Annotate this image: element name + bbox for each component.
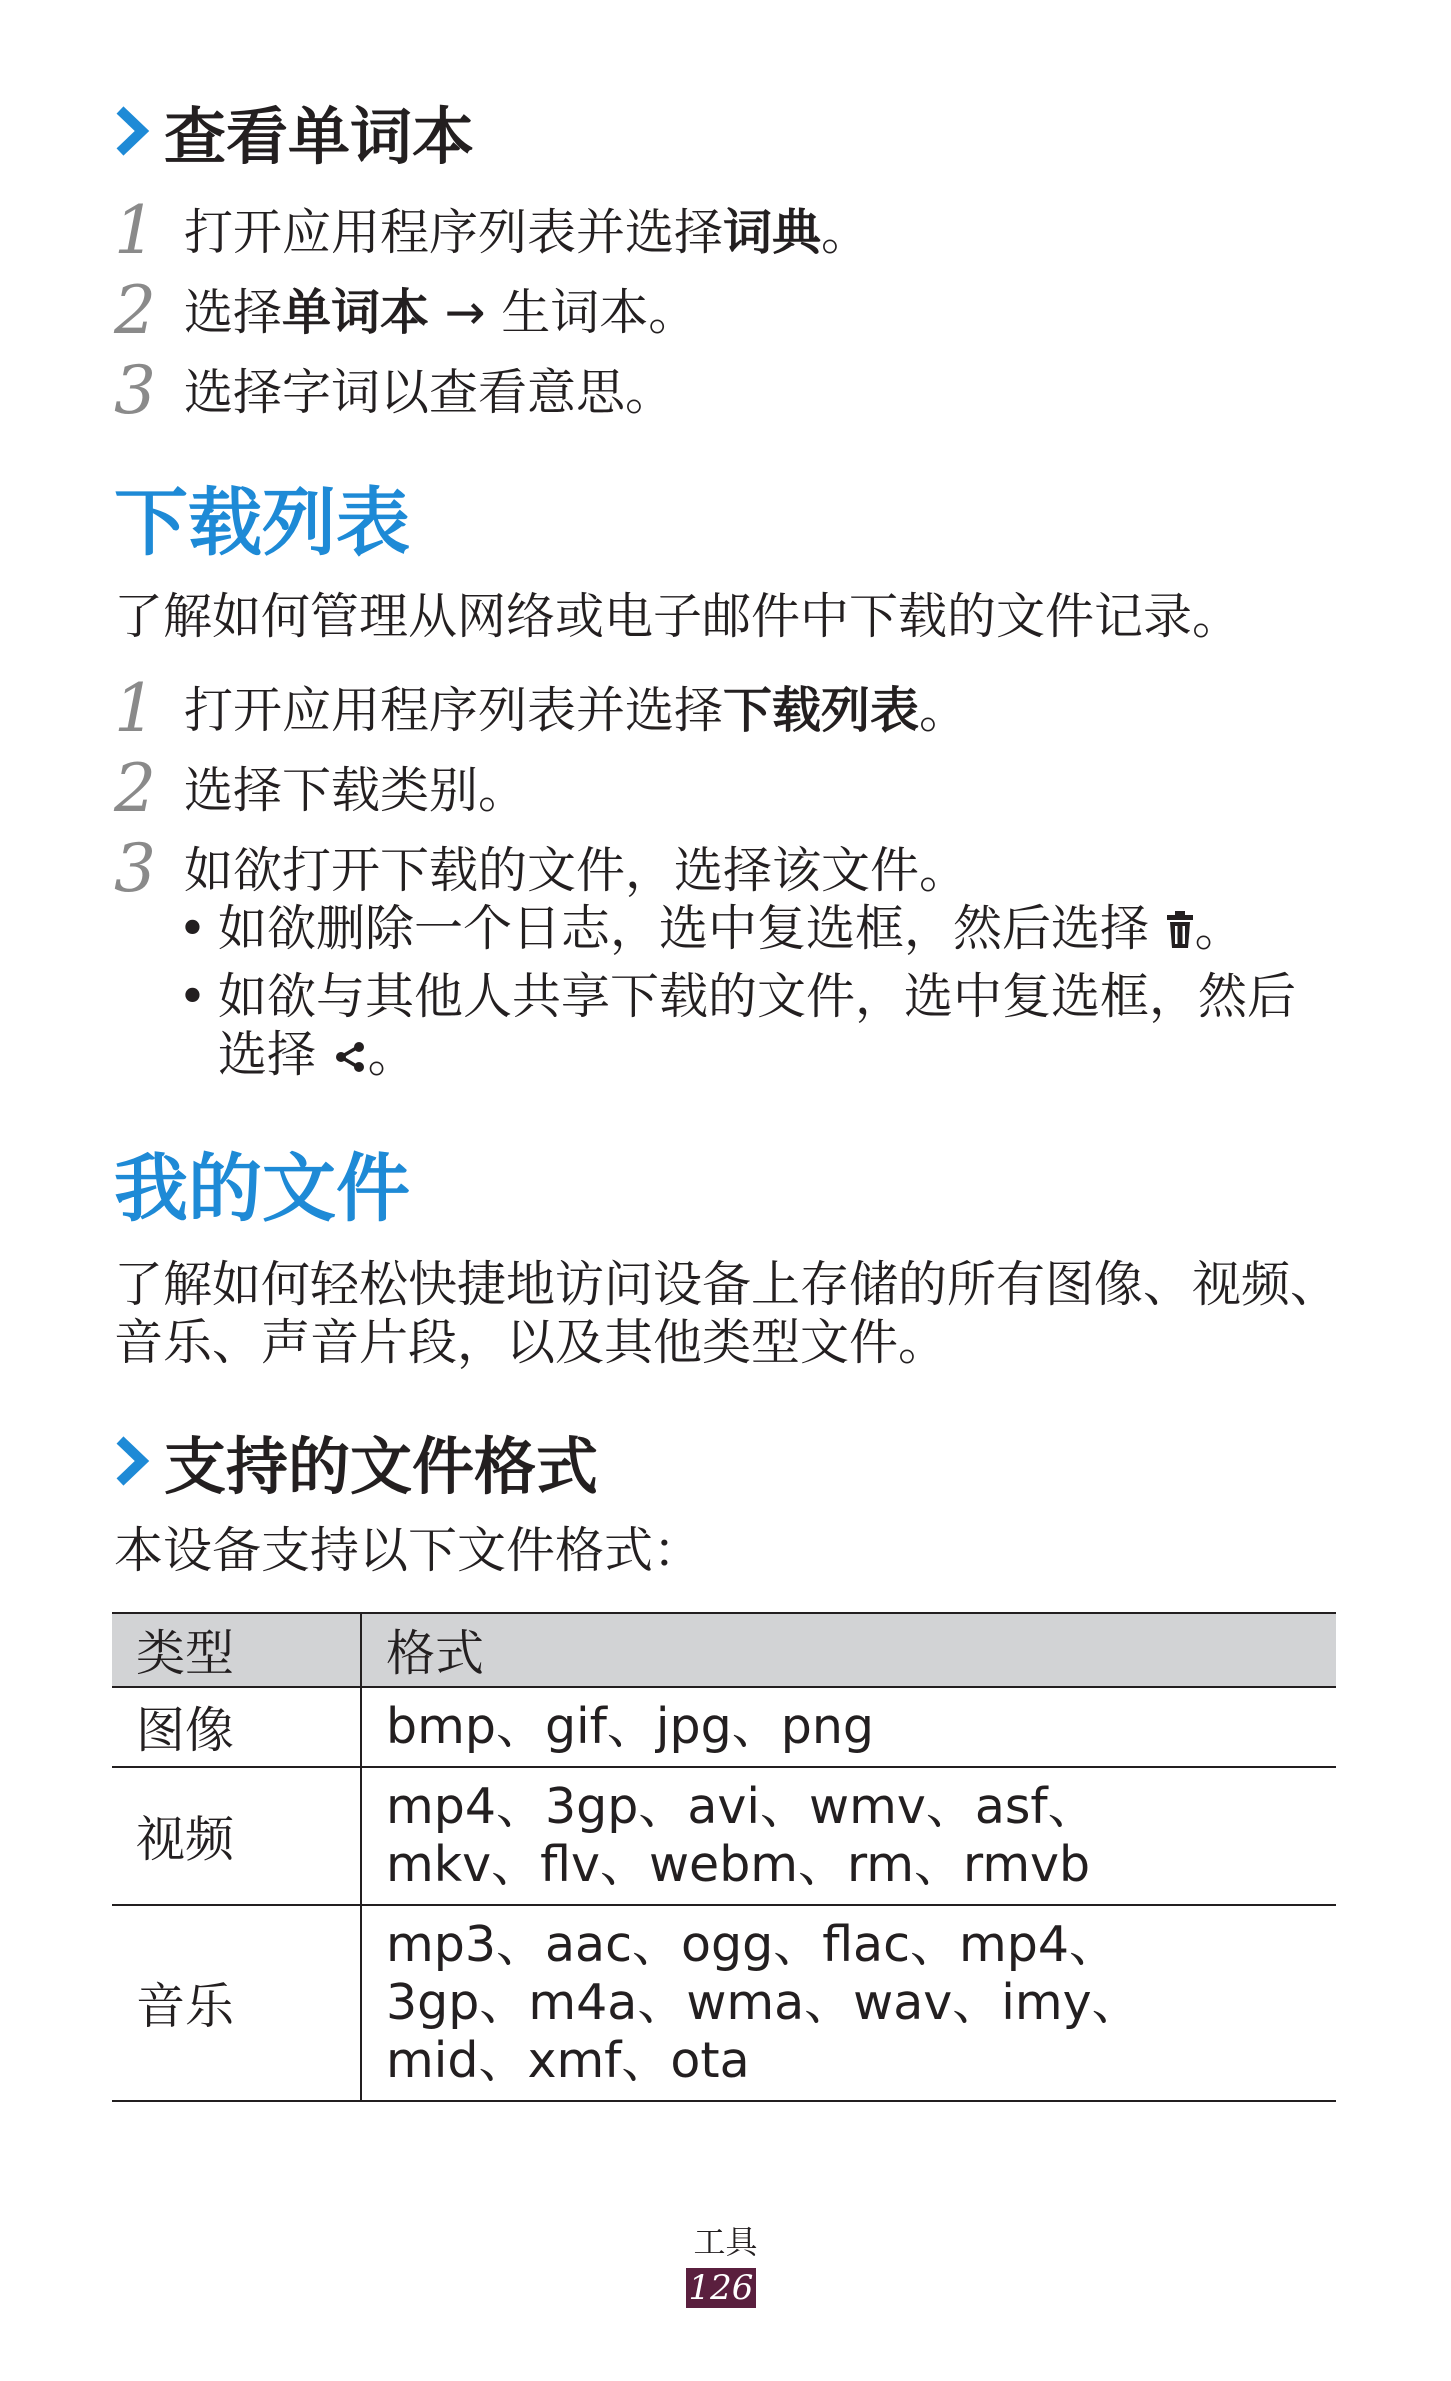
bold-term: 单词本 bbox=[282, 284, 430, 341]
step-2: 2 选择下载类别。 bbox=[114, 750, 528, 827]
section-intro: 了解如何轻松快捷地访问设备上存储的所有图像、视频、音乐、声音片段，以及其他类型文件。 bbox=[114, 1256, 1340, 1371]
bold-term: 词典 bbox=[723, 204, 822, 261]
column-header-format: 格式 bbox=[361, 1613, 1336, 1687]
table-header-row bbox=[112, 1613, 1336, 1687]
page-number: 126 bbox=[686, 2268, 756, 2308]
step-number: 2 bbox=[114, 750, 156, 827]
footer-chapter-label: 工具 bbox=[693, 2223, 758, 2261]
subheading-view-wordbook: 查看单词本 bbox=[114, 106, 474, 168]
step-number: 3 bbox=[114, 352, 156, 429]
chevron-right-icon bbox=[114, 106, 150, 156]
bullet-dot: • bbox=[178, 900, 207, 957]
bullet-share-file: • 如欲与其他人共享下载的文件，选中复选框，然后选择 。 bbox=[178, 968, 1338, 1088]
step-3: 3 选择字词以查看意思。 bbox=[114, 352, 675, 429]
step-number: 1 bbox=[114, 670, 156, 747]
share-icon bbox=[332, 1030, 368, 1088]
step-number: 1 bbox=[114, 192, 156, 269]
chevron-right-icon bbox=[114, 1436, 150, 1486]
section-title-my-files: 我的文件 bbox=[114, 1146, 410, 1232]
type-cell: 图像 bbox=[112, 1687, 361, 1767]
step-3: 3 如欲打开下载的文件，选择该文件。 bbox=[114, 830, 969, 907]
type-cell: 音乐 bbox=[112, 1905, 361, 2101]
table-row bbox=[112, 1687, 1336, 1767]
section-intro: 了解如何管理从网络或电子邮件中下载的文件记录。 bbox=[114, 588, 1242, 645]
section-title-downloads: 下载列表 bbox=[114, 480, 410, 566]
type-cell: 视频 bbox=[112, 1767, 361, 1905]
step-1: 1 打开应用程序列表并选择词典。 bbox=[114, 192, 871, 269]
subheading-supported-formats: 支持的文件格式 bbox=[114, 1436, 598, 1498]
bold-term: 下载列表 bbox=[723, 682, 920, 739]
table-row bbox=[112, 1905, 1336, 2101]
bullet-delete-log: • 如欲删除一个日志，选中复选框，然后选择 。 bbox=[178, 900, 1338, 962]
trash-icon bbox=[1165, 904, 1195, 962]
step-number: 3 bbox=[114, 830, 156, 907]
file-formats-table bbox=[112, 1612, 1336, 2102]
formats-cell: mp3、aac、ogg、flac、mp4、3gp、m4a、wma、wav、imy、mid、xmf、ota bbox=[361, 1905, 1336, 2101]
column-header-type: 类型 bbox=[112, 1613, 361, 1687]
formats-lead: 本设备支持以下文件格式： bbox=[114, 1522, 703, 1579]
formats-cell: mp4、3gp、avi、wmv、asf、mkv、flv、webm、rm、rmvb bbox=[361, 1767, 1336, 1905]
step-number: 2 bbox=[114, 272, 156, 349]
step-2: 2 选择单词本 → 生词本。 bbox=[114, 272, 698, 349]
table-row bbox=[112, 1767, 1336, 1905]
bullet-dot: • bbox=[178, 968, 207, 1025]
step-1: 1 打开应用程序列表并选择下载列表。 bbox=[114, 670, 969, 747]
formats-cell: bmp、gif、jpg、png bbox=[361, 1687, 1336, 1767]
